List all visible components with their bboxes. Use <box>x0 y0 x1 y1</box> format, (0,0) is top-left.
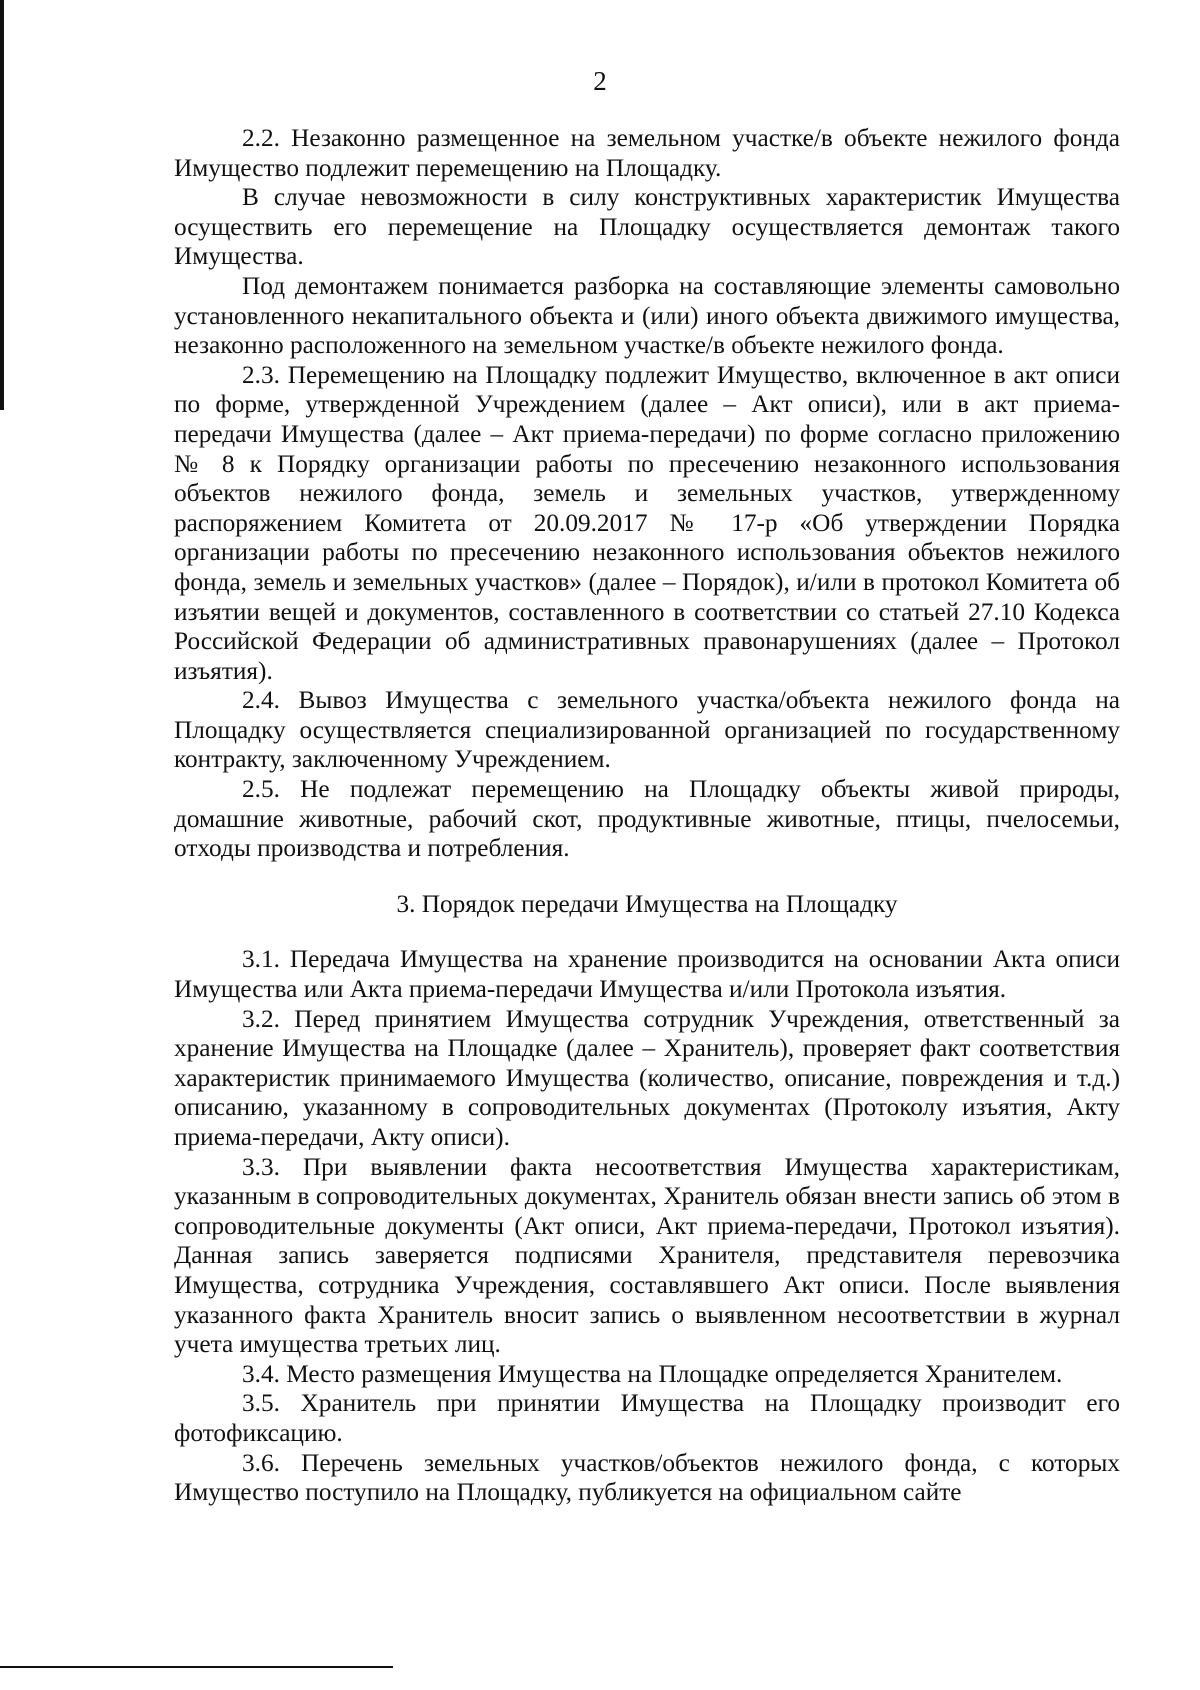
left-margin-line <box>0 0 4 410</box>
paragraph-2-3: 2.3. Перемещению на Площадку подлежит Имущество, включенное в акт описи по форме, утвержденной Учреждением (далее – Акт описи), или в акт приема-передачи Имущества (далее – Акт приема-передачи) по форме согласно приложению № 8 к Порядку организации работы по пресечению незаконного использования объектов нежилого фонда, земель и земельных участков, утвержденному распоряжением Комитета от 20.09.2017 № 17-р «Об утверждении Порядка организации работы по пресечению незаконного использования объектов нежилого фонда, земель и земельных участков» (далее – Порядок), и/или в протокол Комитета об изъятии вещей и документов, составленного в соответствии со статьей 27.10 Кодекса Российской Федерации об административных правонарушениях (далее – Протокол изъятия). <box>174 360 1120 685</box>
paragraph-2-4: 2.4. Вывоз Имущества с земельного участка/объекта нежилого фонда на Площадку осуществляется специализированной организацией по государственному контракту, заключенному Учреждением. <box>174 686 1120 774</box>
paragraph-2-2-impossibility: В случае невозможности в силу конструктивных характеристик Имущества осуществить его перемещение на Площадку осуществляется демонтаж такого Имущества. <box>174 183 1120 271</box>
paragraph-2-5: 2.5. Не подлежат перемещению на Площадку объекты живой природы, домашние животные, рабочий скот, продуктивные животные, птицы, пчелосемьи, отходы производства и потребления. <box>174 775 1120 863</box>
paragraph-2-2-dismantling-definition: Под демонтажем понимается разборка на составляющие элементы самовольно установленного некапитального объекта и (или) иного объекта движимого имущества, незаконно расположенного на земельном участке/в объекте нежилого фонда. <box>174 271 1120 360</box>
page-number: 2 <box>593 66 607 96</box>
paragraph-3-2: 3.2. Перед принятием Имущества сотрудник Учреждения, ответственный за хранение Имущества на Площадке (далее – Хранитель), проверяет факт соответствия характеристик принимаемого Имущества (количество, описание, повреждения и т.д.) описанию, указанному в сопроводительных документах (Протоколу изъятия, Акту приема-передачи, Акту описи). <box>174 1004 1120 1151</box>
paragraph-3-3: 3.3. При выявлении факта несоответствия Имущества характеристикам, указанным в сопроводительных документах, Хранитель обязан внести запись об этом в сопроводительные документы (Акт описи, Акт приема-передачи, Протокол изъятия). Данная запись заверяется подписями Хранителя, представителя перевозчика Имущества, сотрудника Учреждения, составлявшего Акт описи. После выявления указанного факта Хранитель вносит запись о выявленном несоответствии в журнал учета имущества третьих лиц. <box>174 1152 1120 1359</box>
paragraph-2-2: 2.2. Незаконно размещенное на земельном участке/в объекте нежилого фонда Имущество подлежит перемещению на Площадку. <box>174 124 1120 182</box>
paragraph-3-5: 3.5. Хранитель при принятии Имущества на Площадку производит его фотофиксацию. <box>174 1389 1120 1447</box>
paragraph-3-1: 3.1. Передача Имущества на хранение производится на основании Акта описи Имущества или Акта приема-передачи Имущества и/или Протокола изъятия. <box>174 945 1120 1004</box>
paragraph-3-6: 3.6. Перечень земельных участков/объектов нежилого фонда, с которых Имущество поступило на Площадку, публикуется на официальном сайте <box>174 1448 1120 1507</box>
footnote-separator <box>0 1666 393 1668</box>
document-body <box>174 124 1120 1508</box>
section-3-heading: 3. Порядок передачи Имущества на Площадку <box>396 889 898 918</box>
paragraph-3-4: 3.4. Место размещения Имущества на Площадке определяется Хранителем. <box>242 1359 1063 1388</box>
